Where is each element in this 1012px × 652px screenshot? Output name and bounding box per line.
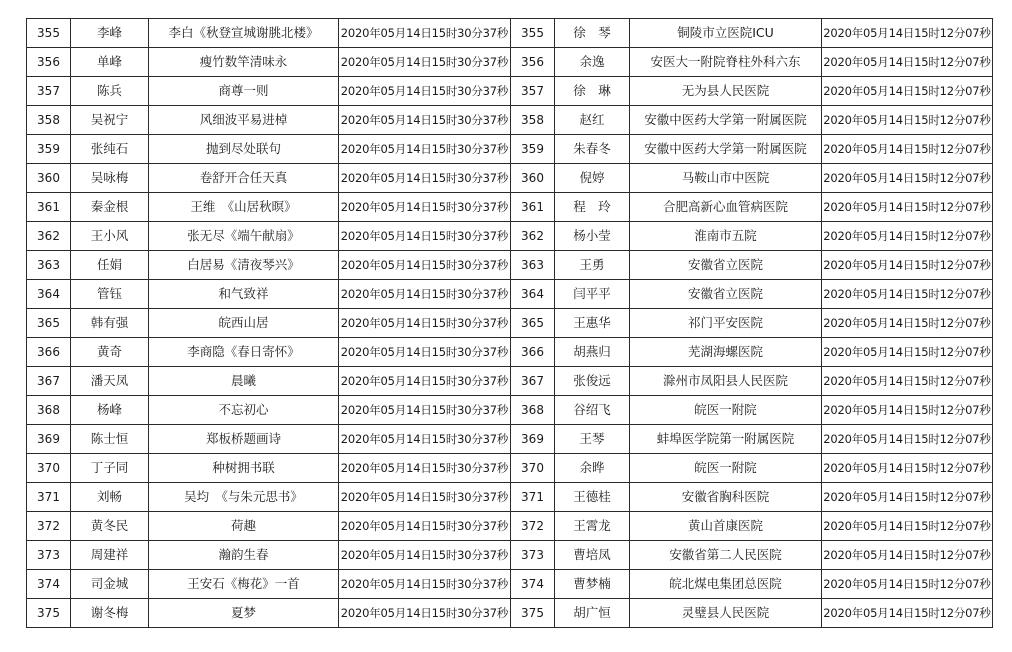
left-number-cell: 357 (27, 77, 71, 106)
table-row (27, 280, 993, 309)
table-row (27, 106, 993, 135)
left-name-cell: 吴祝宁 (71, 106, 149, 135)
table-row (27, 454, 993, 483)
left-time-cell: 2020年05月14日15时30分37秒 (339, 483, 511, 512)
right-number-cell: 369 (511, 425, 555, 454)
right-unit-cell: 皖医一附院 (630, 454, 822, 483)
right-unit-cell: 滁州市凤阳县人民医院 (630, 367, 822, 396)
left-time-cell: 2020年05月14日15时30分37秒 (339, 251, 511, 280)
left-name-cell: 刘畅 (71, 483, 149, 512)
left-number-cell: 374 (27, 570, 71, 599)
right-time-cell: 2020年05月14日15时12分07秒 (822, 338, 993, 367)
right-time-cell: 2020年05月14日15时12分07秒 (822, 425, 993, 454)
left-number-cell: 375 (27, 599, 71, 628)
right-name-cell: 闫平平 (555, 280, 630, 309)
right-unit-cell: 马鞍山市中医院 (630, 164, 822, 193)
right-name-cell: 王惠华 (555, 309, 630, 338)
right-unit-cell: 灵璧县人民医院 (630, 599, 822, 628)
table-row (27, 425, 993, 454)
right-time-cell: 2020年05月14日15时12分07秒 (822, 251, 993, 280)
right-unit-cell: 无为县人民医院 (630, 77, 822, 106)
right-name-cell: 谷绍飞 (555, 396, 630, 425)
right-unit-cell: 皖医一附院 (630, 396, 822, 425)
left-number-cell: 355 (27, 19, 71, 48)
left-work-cell: 风细波平易进棹 (149, 106, 339, 135)
left-number-cell: 365 (27, 309, 71, 338)
left-number-cell: 363 (27, 251, 71, 280)
right-unit-cell: 安徽省第二人民医院 (630, 541, 822, 570)
left-name-cell: 陈士恒 (71, 425, 149, 454)
right-time-cell: 2020年05月14日15时12分07秒 (822, 570, 993, 599)
left-work-cell: 皖西山居 (149, 309, 339, 338)
table-row (27, 396, 993, 425)
right-number-cell: 368 (511, 396, 555, 425)
right-number-cell: 366 (511, 338, 555, 367)
table-row (27, 19, 993, 48)
left-number-cell: 370 (27, 454, 71, 483)
left-number-cell: 360 (27, 164, 71, 193)
left-number-cell: 373 (27, 541, 71, 570)
left-name-cell: 丁子同 (71, 454, 149, 483)
left-work-cell: 晨曦 (149, 367, 339, 396)
left-name-cell: 张纯石 (71, 135, 149, 164)
left-name-cell: 韩有强 (71, 309, 149, 338)
left-number-cell: 369 (27, 425, 71, 454)
left-work-cell: 抛到尽处联句 (149, 135, 339, 164)
left-work-cell: 吴均 《与朱元思书》 (149, 483, 339, 512)
right-number-cell: 356 (511, 48, 555, 77)
right-name-cell: 曹培凤 (555, 541, 630, 570)
records-table (26, 18, 993, 628)
right-unit-cell: 芜湖海螺医院 (630, 338, 822, 367)
left-number-cell: 371 (27, 483, 71, 512)
left-name-cell: 黄冬民 (71, 512, 149, 541)
table-row (27, 512, 993, 541)
left-time-cell: 2020年05月14日15时30分37秒 (339, 280, 511, 309)
left-work-cell: 不忘初心 (149, 396, 339, 425)
right-time-cell: 2020年05月14日15时12分07秒 (822, 454, 993, 483)
records-table-body (27, 19, 993, 628)
right-time-cell: 2020年05月14日15时12分07秒 (822, 309, 993, 338)
left-work-cell: 李商隐《春日寄怀》 (149, 338, 339, 367)
right-time-cell: 2020年05月14日15时12分07秒 (822, 135, 993, 164)
table-row (27, 367, 993, 396)
left-work-cell: 王维 《山居秋暝》 (149, 193, 339, 222)
left-work-cell: 王安石《梅花》一首 (149, 570, 339, 599)
right-unit-cell: 安徽省立医院 (630, 280, 822, 309)
left-work-cell: 夏梦 (149, 599, 339, 628)
left-time-cell: 2020年05月14日15时30分37秒 (339, 512, 511, 541)
right-number-cell: 370 (511, 454, 555, 483)
right-name-cell: 杨小莹 (555, 222, 630, 251)
right-name-cell: 程 玲 (555, 193, 630, 222)
right-number-cell: 361 (511, 193, 555, 222)
right-name-cell: 王勇 (555, 251, 630, 280)
right-time-cell: 2020年05月14日15时12分07秒 (822, 483, 993, 512)
left-name-cell: 谢冬梅 (71, 599, 149, 628)
right-number-cell: 375 (511, 599, 555, 628)
left-time-cell: 2020年05月14日15时30分37秒 (339, 396, 511, 425)
right-number-cell: 365 (511, 309, 555, 338)
left-number-cell: 359 (27, 135, 71, 164)
right-name-cell: 朱春冬 (555, 135, 630, 164)
left-time-cell: 2020年05月14日15时30分37秒 (339, 135, 511, 164)
left-number-cell: 364 (27, 280, 71, 309)
left-number-cell: 356 (27, 48, 71, 77)
left-name-cell: 周建祥 (71, 541, 149, 570)
left-name-cell: 司金城 (71, 570, 149, 599)
left-number-cell: 368 (27, 396, 71, 425)
right-unit-cell: 皖北煤电集团总医院 (630, 570, 822, 599)
right-number-cell: 355 (511, 19, 555, 48)
right-time-cell: 2020年05月14日15时12分07秒 (822, 367, 993, 396)
left-time-cell: 2020年05月14日15时30分37秒 (339, 367, 511, 396)
left-name-cell: 秦金根 (71, 193, 149, 222)
left-name-cell: 单峰 (71, 48, 149, 77)
left-number-cell: 372 (27, 512, 71, 541)
left-time-cell: 2020年05月14日15时30分37秒 (339, 309, 511, 338)
right-name-cell: 王琴 (555, 425, 630, 454)
right-unit-cell: 安徽中医药大学第一附属医院 (630, 135, 822, 164)
left-work-cell: 郑板桥题画诗 (149, 425, 339, 454)
right-time-cell: 2020年05月14日15时12分07秒 (822, 19, 993, 48)
table-row (27, 135, 993, 164)
table-row (27, 251, 993, 280)
left-name-cell: 王小风 (71, 222, 149, 251)
table-row (27, 193, 993, 222)
left-work-cell: 卷舒开合任天真 (149, 164, 339, 193)
left-work-cell: 李白《秋登宣城谢朓北楼》 (149, 19, 339, 48)
right-number-cell: 364 (511, 280, 555, 309)
left-name-cell: 管钰 (71, 280, 149, 309)
right-name-cell: 赵红 (555, 106, 630, 135)
left-name-cell: 李峰 (71, 19, 149, 48)
table-row (27, 541, 993, 570)
right-unit-cell: 安徽省胸科医院 (630, 483, 822, 512)
right-number-cell: 371 (511, 483, 555, 512)
left-name-cell: 潘天凤 (71, 367, 149, 396)
right-number-cell: 357 (511, 77, 555, 106)
right-name-cell: 王霄龙 (555, 512, 630, 541)
table-row (27, 309, 993, 338)
left-time-cell: 2020年05月14日15时30分37秒 (339, 425, 511, 454)
right-unit-cell: 祁门平安医院 (630, 309, 822, 338)
right-name-cell: 胡燕归 (555, 338, 630, 367)
right-unit-cell: 淮南市五院 (630, 222, 822, 251)
left-time-cell: 2020年05月14日15时30分37秒 (339, 193, 511, 222)
left-name-cell: 吴咏梅 (71, 164, 149, 193)
right-number-cell: 373 (511, 541, 555, 570)
left-number-cell: 362 (27, 222, 71, 251)
left-work-cell: 荷趣 (149, 512, 339, 541)
left-name-cell: 任娟 (71, 251, 149, 280)
right-number-cell: 363 (511, 251, 555, 280)
left-time-cell: 2020年05月14日15时30分37秒 (339, 48, 511, 77)
right-unit-cell: 安徽中医药大学第一附属医院 (630, 106, 822, 135)
left-number-cell: 366 (27, 338, 71, 367)
left-time-cell: 2020年05月14日15时30分37秒 (339, 541, 511, 570)
left-time-cell: 2020年05月14日15时30分37秒 (339, 599, 511, 628)
table-row (27, 599, 993, 628)
left-number-cell: 358 (27, 106, 71, 135)
right-unit-cell: 安徽省立医院 (630, 251, 822, 280)
right-number-cell: 360 (511, 164, 555, 193)
right-unit-cell: 铜陵市立医院ICU (630, 19, 822, 48)
right-time-cell: 2020年05月14日15时12分07秒 (822, 512, 993, 541)
left-name-cell: 陈兵 (71, 77, 149, 106)
left-time-cell: 2020年05月14日15时30分37秒 (339, 454, 511, 483)
left-work-cell: 种树拥书联 (149, 454, 339, 483)
left-time-cell: 2020年05月14日15时30分37秒 (339, 222, 511, 251)
left-work-cell: 商尊一则 (149, 77, 339, 106)
table-row (27, 77, 993, 106)
table-row (27, 338, 993, 367)
left-time-cell: 2020年05月14日15时30分37秒 (339, 19, 511, 48)
left-work-cell: 瀚韵生春 (149, 541, 339, 570)
right-number-cell: 362 (511, 222, 555, 251)
right-time-cell: 2020年05月14日15时12分07秒 (822, 599, 993, 628)
left-time-cell: 2020年05月14日15时30分37秒 (339, 164, 511, 193)
right-unit-cell: 蚌埠医学院第一附属医院 (630, 425, 822, 454)
right-unit-cell: 黄山首康医院 (630, 512, 822, 541)
left-work-cell: 瘦竹数竿清味永 (149, 48, 339, 77)
right-number-cell: 374 (511, 570, 555, 599)
right-name-cell: 徐 琳 (555, 77, 630, 106)
table-row (27, 48, 993, 77)
right-name-cell: 王德桂 (555, 483, 630, 512)
left-time-cell: 2020年05月14日15时30分37秒 (339, 570, 511, 599)
left-name-cell: 杨峰 (71, 396, 149, 425)
right-unit-cell: 合肥高新心血管病医院 (630, 193, 822, 222)
left-work-cell: 白居易《清夜琴兴》 (149, 251, 339, 280)
right-name-cell: 胡广恒 (555, 599, 630, 628)
document-sheet (26, 18, 992, 633)
right-time-cell: 2020年05月14日15时12分07秒 (822, 541, 993, 570)
right-name-cell: 倪婷 (555, 164, 630, 193)
left-name-cell: 黄奇 (71, 338, 149, 367)
right-name-cell: 余逸 (555, 48, 630, 77)
right-name-cell: 张俊远 (555, 367, 630, 396)
right-number-cell: 358 (511, 106, 555, 135)
left-work-cell: 和气致祥 (149, 280, 339, 309)
right-time-cell: 2020年05月14日15时12分07秒 (822, 280, 993, 309)
right-time-cell: 2020年05月14日15时12分07秒 (822, 48, 993, 77)
left-number-cell: 367 (27, 367, 71, 396)
right-time-cell: 2020年05月14日15时12分07秒 (822, 193, 993, 222)
right-name-cell: 余晔 (555, 454, 630, 483)
right-time-cell: 2020年05月14日15时12分07秒 (822, 396, 993, 425)
right-number-cell: 372 (511, 512, 555, 541)
right-name-cell: 徐 琴 (555, 19, 630, 48)
table-row (27, 164, 993, 193)
right-time-cell: 2020年05月14日15时12分07秒 (822, 106, 993, 135)
table-row (27, 570, 993, 599)
right-number-cell: 367 (511, 367, 555, 396)
right-unit-cell: 安医大一附院脊柱外科六东 (630, 48, 822, 77)
right-name-cell: 曹梦楠 (555, 570, 630, 599)
right-number-cell: 359 (511, 135, 555, 164)
left-time-cell: 2020年05月14日15时30分37秒 (339, 338, 511, 367)
left-time-cell: 2020年05月14日15时30分37秒 (339, 106, 511, 135)
left-time-cell: 2020年05月14日15时30分37秒 (339, 77, 511, 106)
right-time-cell: 2020年05月14日15时12分07秒 (822, 164, 993, 193)
right-time-cell: 2020年05月14日15时12分07秒 (822, 77, 993, 106)
right-time-cell: 2020年05月14日15时12分07秒 (822, 222, 993, 251)
table-row (27, 483, 993, 512)
table-row (27, 222, 993, 251)
left-work-cell: 张无尽《端午献扇》 (149, 222, 339, 251)
left-number-cell: 361 (27, 193, 71, 222)
